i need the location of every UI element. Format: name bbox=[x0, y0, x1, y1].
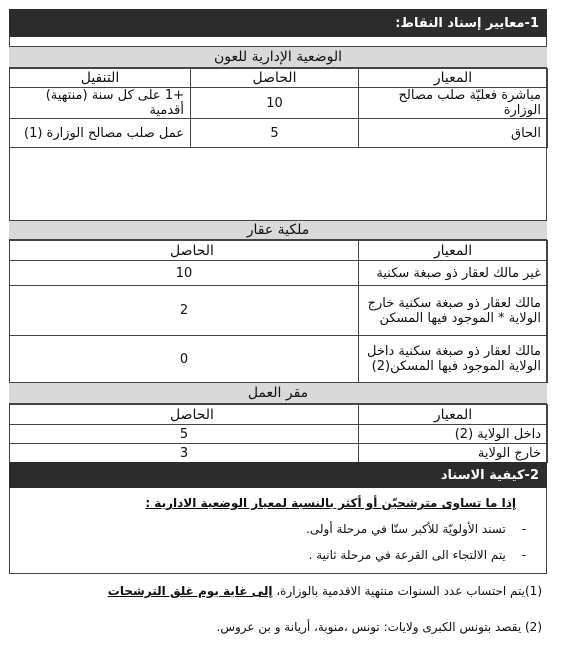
footnote-2: (2) يقصد بتونس الكبرى ولايات: تونس ،منوبة، أريانة و بن عروس. bbox=[216, 620, 542, 634]
result-cell: 0 bbox=[10, 336, 359, 383]
table-row bbox=[10, 336, 548, 383]
table-row bbox=[10, 444, 548, 463]
result-header: الحاصل bbox=[10, 241, 359, 261]
criterion-header: المعيار bbox=[359, 241, 548, 261]
result-cell: 2 bbox=[10, 286, 359, 336]
result-cell: 5 bbox=[191, 119, 359, 148]
table-row bbox=[10, 88, 548, 119]
criterion-cell: داخل الولاية (2) bbox=[359, 425, 548, 444]
work-section-title: مقر العمل bbox=[9, 382, 547, 404]
table-row bbox=[10, 425, 548, 444]
criterion-header: المعيار bbox=[359, 69, 548, 88]
table-row bbox=[10, 261, 548, 286]
criterion-cell: غير مالك لعقار ذو صبغة سكنية bbox=[359, 261, 548, 286]
property-section-title: ملكية عقار bbox=[9, 220, 547, 240]
table-header-row bbox=[10, 405, 548, 425]
result-cell: 10 bbox=[10, 261, 359, 286]
table-header-row bbox=[10, 241, 548, 261]
detail-cell: عمل صلب مصالح الوزارة (1) bbox=[10, 119, 191, 148]
section1-title: 1-معايير إسناد النقاط: bbox=[395, 15, 539, 31]
footnote-1: (1)يتم احتساب عدد السنوات منتهية الاقدمية بالوزارة، إلى غاية يوم غلق الترشحات bbox=[107, 584, 542, 598]
result-header: الحاصل bbox=[10, 405, 359, 425]
criterion-cell: الحاق bbox=[359, 119, 548, 148]
section2-body bbox=[9, 488, 547, 574]
list-item: - يتم الالتجاء الى القرعة في مرحلة ثانية . bbox=[308, 548, 526, 562]
criterion-cell: خارج الولاية bbox=[359, 444, 548, 463]
bullet-dash: - bbox=[521, 522, 526, 536]
section2-heading: إذا ما تساوى مترشحيّن أو أكثر بالنسبة لمعيار الوضعية الادارية : bbox=[145, 496, 516, 510]
result-cell: 10 bbox=[191, 88, 359, 119]
work-table bbox=[9, 404, 548, 463]
table-row bbox=[10, 286, 548, 336]
result-cell: 5 bbox=[10, 425, 359, 444]
admin-table bbox=[9, 68, 548, 148]
criterion-cell: مالك لعقار ذو صبغة سكنية خارج الولاية * الموجود فيها المسكن bbox=[359, 286, 548, 336]
criterion-cell: مباشرة فعليّة صلب مصالح الوزارة bbox=[359, 88, 548, 119]
table-header-row bbox=[10, 69, 548, 88]
detail-header: التنفيل bbox=[10, 69, 191, 88]
footnote-1-emphasis: إلى غاية يوم غلق الترشحات bbox=[107, 584, 273, 598]
detail-cell: +1 على كل سنة (منتهية) أقدمية bbox=[10, 88, 191, 119]
bullet-dash: - bbox=[521, 548, 526, 562]
result-cell: 3 bbox=[10, 444, 359, 463]
section2-title: 2-كيفية الاسناد bbox=[440, 467, 539, 483]
list-item: - تسند الأولويّة للأكبر سنّا في مرحلة أولى. bbox=[306, 522, 526, 536]
section2-header bbox=[9, 462, 547, 488]
result-header: الحاصل bbox=[191, 69, 359, 88]
empty-space bbox=[9, 139, 547, 220]
admin-section-title: الوضعية الإدارية للعون bbox=[9, 46, 547, 68]
section1-header bbox=[9, 9, 547, 37]
property-table bbox=[9, 240, 548, 383]
criterion-cell: مالك لعقار ذو صبغة سكنية داخل الولاية الموجود فيها المسكن(2) bbox=[359, 336, 548, 383]
criterion-header: المعيار bbox=[359, 405, 548, 425]
